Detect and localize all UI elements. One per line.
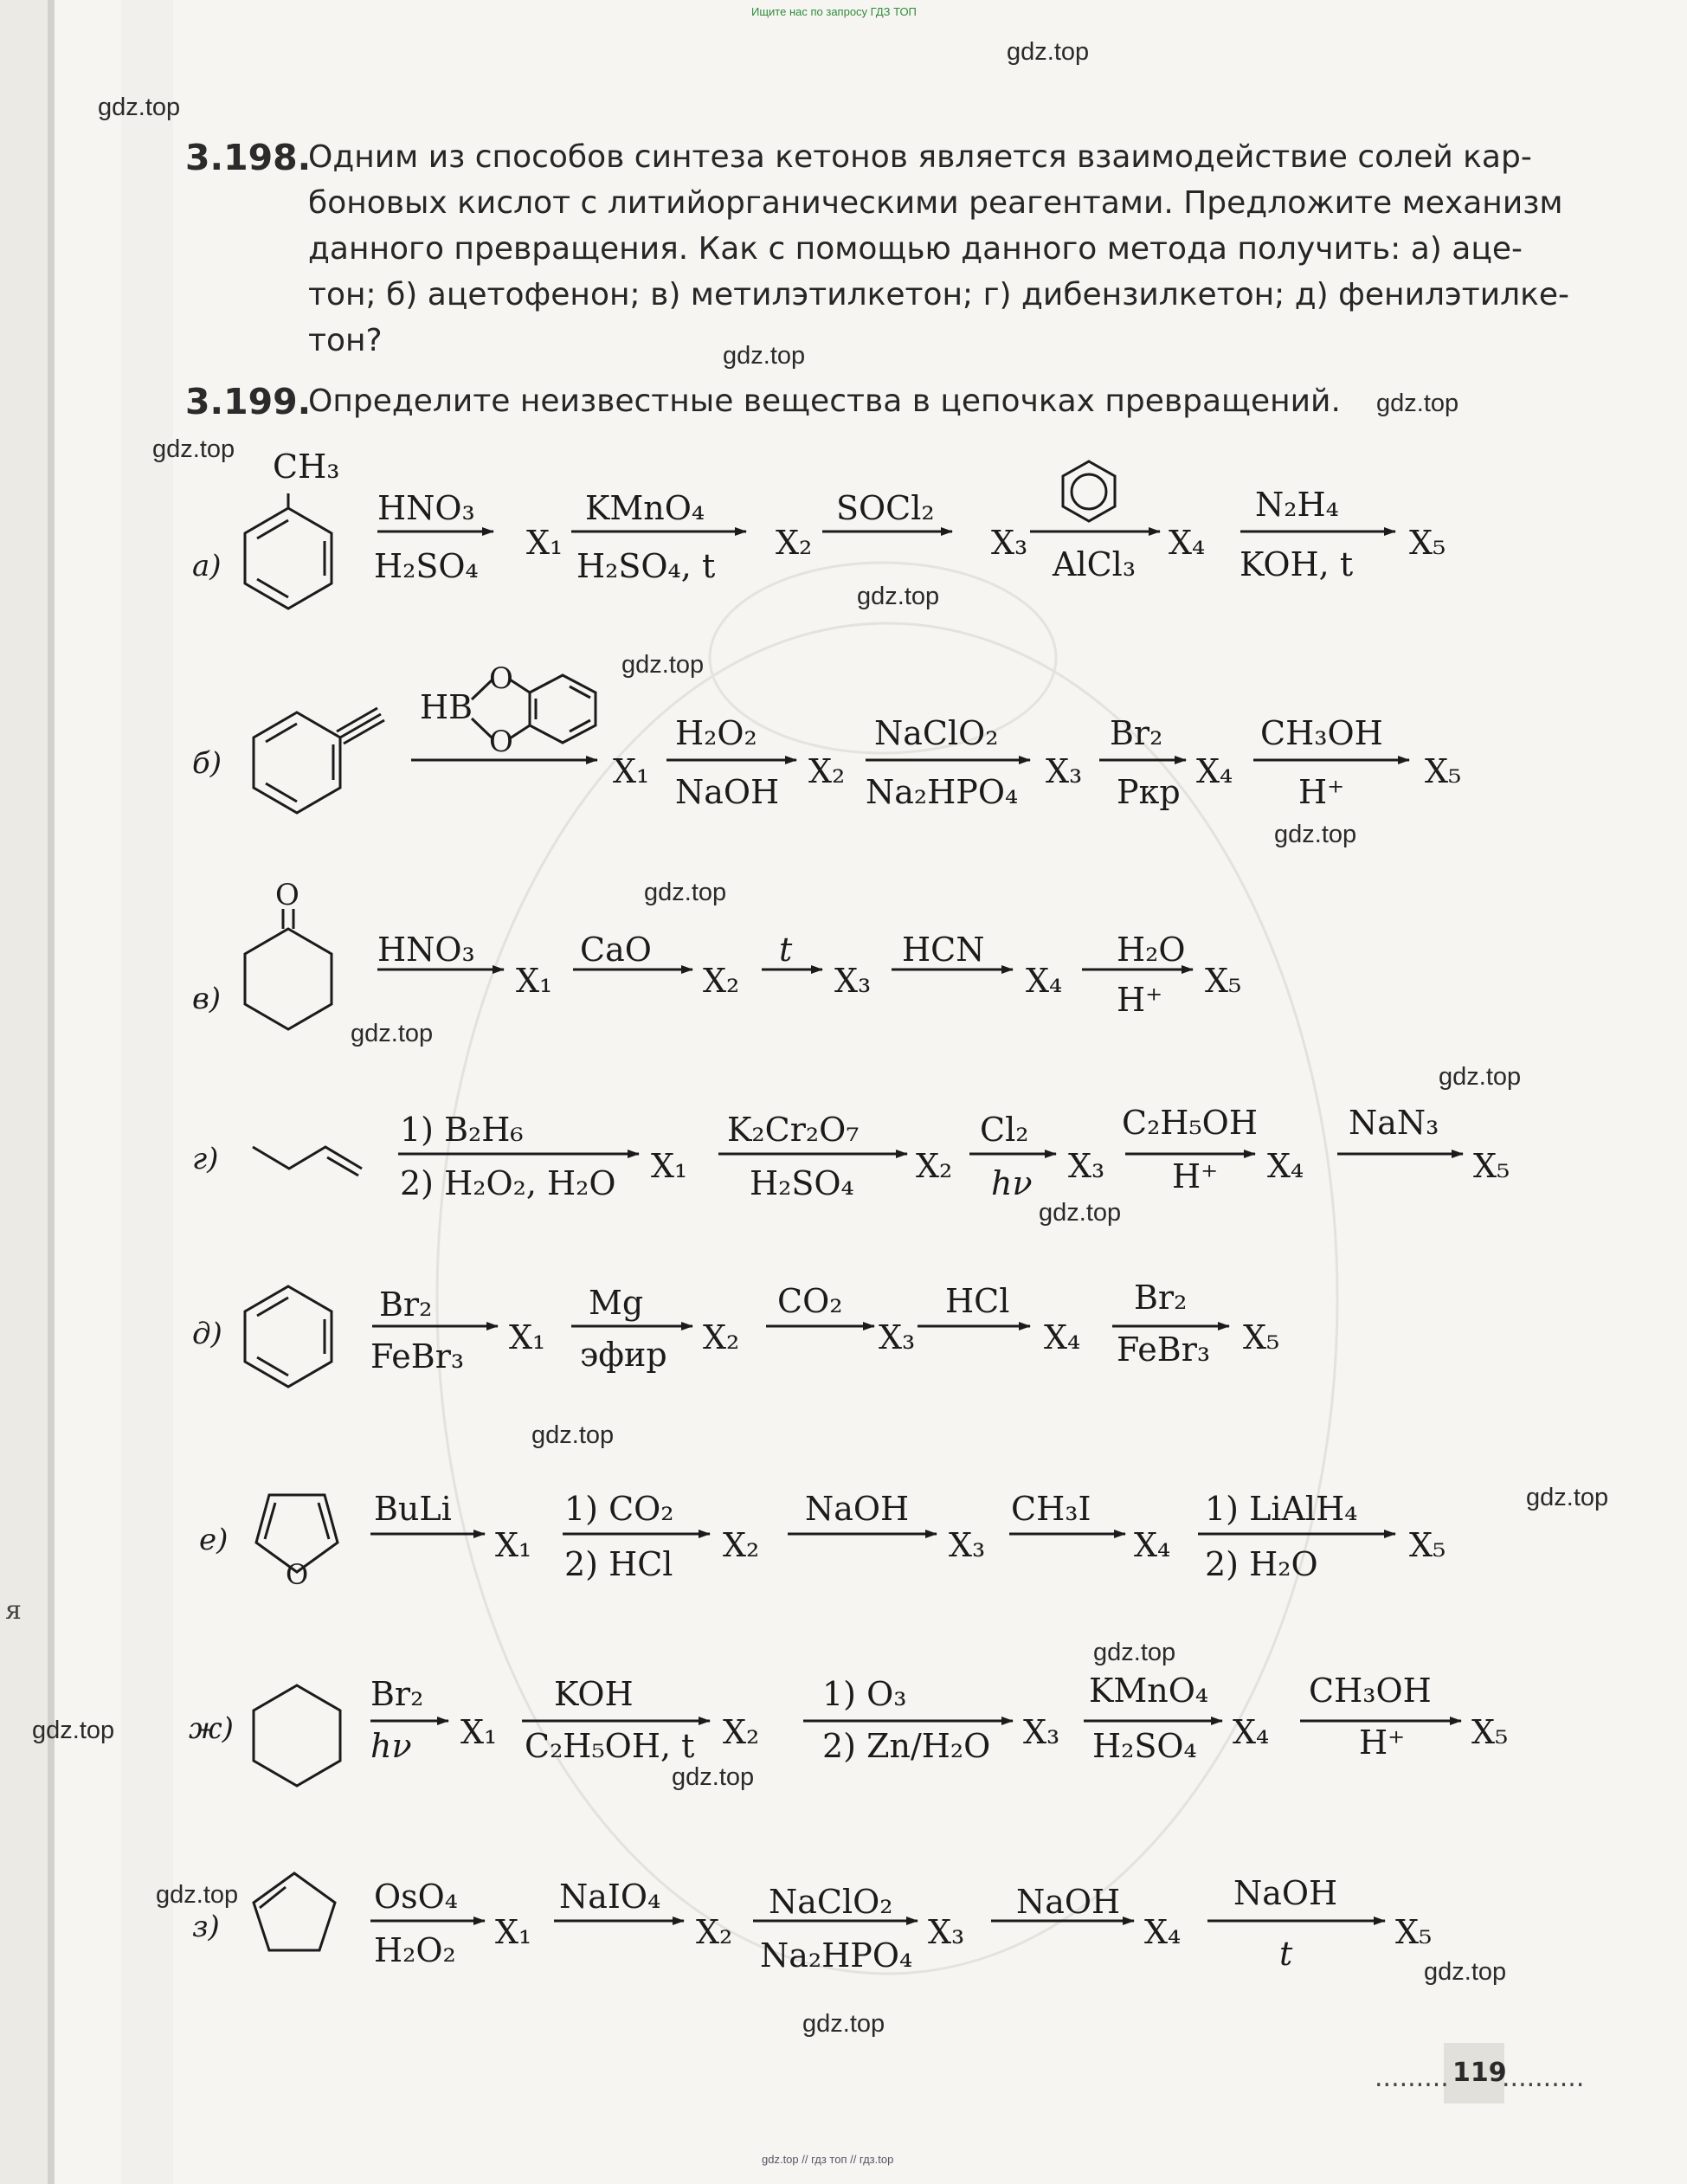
watermark: gdz.top xyxy=(32,1717,115,1744)
text-line: тон; б) ацетофенон; в) метилэтилкетон; г) дибензилкетон; д) фенилэтилке- xyxy=(308,277,1570,312)
bottom-notice: gdz.top // гдз топ // гдз.top xyxy=(762,2153,894,2166)
reagent-below: H⁺ xyxy=(1172,1157,1219,1195)
atom-label: O xyxy=(489,661,513,696)
reagent-above: NaOH xyxy=(1016,1883,1121,1921)
reagent-above: KOH xyxy=(554,1675,634,1713)
reagent-above: NaClO₂ xyxy=(769,1883,893,1921)
product: X₂ xyxy=(916,1147,953,1185)
reagent-below: FeBr₃ xyxy=(1117,1330,1211,1369)
reagent-below: H₂SO₄ xyxy=(374,547,479,585)
cyclopentene-ring xyxy=(254,1873,335,1950)
product: X₅ xyxy=(1395,1913,1433,1951)
reagent-below: H₂SO₄ xyxy=(1092,1727,1197,1765)
watermark: gdz.top xyxy=(644,879,727,906)
product: X₂ xyxy=(696,1913,733,1951)
text-line: тон? xyxy=(308,323,383,358)
watermark: gdz.top xyxy=(531,1421,615,1449)
margin-letter: я xyxy=(5,1595,22,1626)
text-line: данного превращения. Как с помощью данного метода получить: а) аце- xyxy=(308,231,1523,267)
product: X₄ xyxy=(1267,1147,1304,1185)
watermark: gdz.top xyxy=(802,2010,885,2038)
reagent-above: NaClO₂ xyxy=(874,714,999,752)
reagent-below: AlCl₃ xyxy=(1053,545,1136,583)
leader-dots: ......... xyxy=(1375,2063,1449,2093)
reagent-above: KMnO₄ xyxy=(1089,1672,1209,1710)
product: X₂ xyxy=(723,1526,760,1564)
product: X₁ xyxy=(495,1913,532,1951)
product: X₄ xyxy=(1044,1318,1081,1356)
reagent-below: Pкр xyxy=(1117,773,1181,811)
reagent-above: HB xyxy=(420,688,473,726)
product: X₃ xyxy=(928,1913,965,1951)
product: X₃ xyxy=(1046,752,1083,790)
product: X₂ xyxy=(723,1713,760,1751)
reagent-above: Br₂ xyxy=(379,1285,433,1324)
reagent-below: H⁺ xyxy=(1117,981,1163,1019)
reagent-above: CH₃OH xyxy=(1260,714,1383,752)
reagent-above: N₂H₄ xyxy=(1255,486,1339,524)
product: X₁ xyxy=(509,1318,546,1356)
reagent-above: HNO₃ xyxy=(377,489,475,527)
reagent-above: CH₃I xyxy=(1011,1490,1091,1528)
reagent-below: H₂O₂ xyxy=(374,1931,456,1969)
product: X₃ xyxy=(1068,1147,1105,1185)
product: X₅ xyxy=(1425,752,1462,790)
reagent-above: HNO₃ xyxy=(377,931,475,969)
reagent-below: Na₂HPO₄ xyxy=(760,1936,913,1975)
product: X₁ xyxy=(516,962,553,1000)
benzene-ring xyxy=(530,675,596,743)
reagent-above: H₂O xyxy=(1117,931,1186,969)
product: X₅ xyxy=(1473,1147,1510,1185)
watermark: gdz.top xyxy=(1274,821,1357,848)
product: X₃ xyxy=(834,962,872,1000)
atom-label: O xyxy=(275,878,299,912)
watermark: gdz.top xyxy=(1007,38,1090,66)
product: X₃ xyxy=(949,1526,986,1564)
watermark: gdz.top xyxy=(1093,1639,1176,1666)
reagent-above: Br₂ xyxy=(1134,1279,1188,1317)
substituent-label: CH₃ xyxy=(273,448,340,486)
reagent-above: Cl₂ xyxy=(980,1111,1029,1149)
cyclohexanone-ring xyxy=(245,929,332,1029)
reagent-above: C₂H₅OH xyxy=(1122,1104,1258,1142)
reagent-above: H₂O₂ xyxy=(675,714,757,752)
chain-label: а) xyxy=(192,549,222,583)
product: X₄ xyxy=(1144,1913,1182,1951)
reagent-below: 2) H₂O xyxy=(1205,1545,1318,1583)
chain-label: з) xyxy=(192,1910,220,1944)
reagent-above: Mg xyxy=(589,1284,644,1322)
watermark: gdz.top xyxy=(152,435,235,463)
page-number: 119 xyxy=(1452,2058,1507,2088)
reagent-below: hν xyxy=(991,1164,1033,1202)
reagent-below: H₂SO₄, t xyxy=(576,547,716,585)
chain-label: ж) xyxy=(189,1711,234,1746)
benzene-ring xyxy=(245,508,332,609)
reagent-above: HCl xyxy=(945,1282,1010,1320)
reagent-below: t xyxy=(1279,1935,1293,1973)
reagent-below: 2) Zn/H₂O xyxy=(822,1727,991,1765)
reagent-above: BuLi xyxy=(374,1490,452,1528)
chain-label: д) xyxy=(192,1317,222,1351)
problem-number: 3.198. xyxy=(185,137,312,178)
reagent-below: KOH, t xyxy=(1239,545,1354,583)
watermark: gdz.top xyxy=(156,1881,239,1909)
reagent-below: Na₂HPO₄ xyxy=(866,773,1019,811)
watermark: gdz.top xyxy=(1424,1958,1507,1986)
cyclohexane-ring xyxy=(254,1685,340,1786)
product: X₄ xyxy=(1233,1713,1270,1751)
watermark: gdz.top xyxy=(857,583,940,610)
product: X₄ xyxy=(1169,524,1206,562)
text-line: Одним из способов синтеза кетонов является взаимодействие солей кар- xyxy=(308,139,1532,175)
benzene-ring xyxy=(245,1286,332,1387)
reagent-above: NaIO₄ xyxy=(559,1878,661,1916)
reagent-above: 1) B₂H₆ xyxy=(400,1111,524,1149)
reagent-above: Br₂ xyxy=(370,1675,424,1713)
chain-label: в) xyxy=(192,982,222,1016)
watermark: gdz.top xyxy=(1376,390,1459,417)
reagent-above: 1) O₃ xyxy=(822,1675,907,1713)
product: X₅ xyxy=(1409,524,1446,562)
reagent-below: hν xyxy=(370,1727,412,1765)
reagent-below: H⁺ xyxy=(1298,773,1345,811)
reagent-below: C₂H₅OH, t xyxy=(525,1727,695,1765)
reagent-below: 2) H₂O₂, H₂O xyxy=(400,1164,616,1202)
watermark: gdz.top xyxy=(672,1763,755,1791)
chain-label: г) xyxy=(192,1142,219,1176)
leader-dots: .......... xyxy=(1502,2063,1585,2093)
watermark: gdz.top xyxy=(723,342,806,370)
reagent-above: NaOH xyxy=(1233,1874,1338,1912)
reagent-above: Br₂ xyxy=(1110,714,1163,752)
reagent-above: NaOH xyxy=(805,1490,910,1528)
reagent-above: KMnO₄ xyxy=(585,489,705,527)
reagent-above: t xyxy=(779,931,793,969)
product: X₃ xyxy=(879,1318,916,1356)
watermark: gdz.top xyxy=(621,651,705,679)
product: X₃ xyxy=(1023,1713,1060,1751)
watermark: gdz.top xyxy=(1439,1063,1522,1091)
product: X₅ xyxy=(1205,962,1242,1000)
reagent-below: H₂SO₄ xyxy=(750,1164,854,1202)
reagent-below: H⁺ xyxy=(1359,1723,1406,1762)
reagent-above: CO₂ xyxy=(777,1282,843,1320)
product: X₁ xyxy=(495,1526,532,1564)
product: X₂ xyxy=(703,962,740,1000)
reagent-above: HCN xyxy=(902,931,985,969)
product: X₂ xyxy=(703,1318,740,1356)
reagent-above: SOCl₂ xyxy=(836,489,935,527)
reagent-above: CH₃OH xyxy=(1309,1672,1432,1710)
atom-label: O xyxy=(489,725,513,759)
top-notice: Ищите нас по запросу ГДЗ ТОП xyxy=(751,5,917,18)
benzene-ring xyxy=(254,712,340,813)
reagent-below: NaOH xyxy=(675,773,780,811)
product: X₄ xyxy=(1026,962,1063,1000)
atom-label: O xyxy=(286,1558,309,1591)
chain-label: е) xyxy=(199,1523,229,1557)
watermark: gdz.top xyxy=(98,93,181,121)
reagent-above: 1) CO₂ xyxy=(564,1490,674,1528)
watermark: gdz.top xyxy=(1039,1199,1122,1227)
product: X₂ xyxy=(808,752,846,790)
reagent-above: K₂Cr₂O₇ xyxy=(727,1111,860,1149)
product: X₁ xyxy=(613,752,650,790)
reagent-above: OsO₄ xyxy=(374,1878,459,1916)
problem-text: Определите неизвестные вещества в цепочках превращений. xyxy=(308,383,1341,419)
reagent-below: 2) HCl xyxy=(564,1545,673,1583)
product: X₅ xyxy=(1471,1713,1509,1751)
reagent-above: 1) LiAlH₄ xyxy=(1205,1490,1358,1528)
chain-label: б) xyxy=(192,746,222,781)
watermark: gdz.top xyxy=(351,1020,434,1047)
product: X₃ xyxy=(991,524,1028,562)
problem-number: 3.199. xyxy=(185,381,312,422)
product: X₁ xyxy=(460,1713,498,1751)
reagent-below: FeBr₃ xyxy=(370,1337,465,1375)
reagent-above: CaO xyxy=(580,931,652,969)
product: X₂ xyxy=(776,524,813,562)
product: X₄ xyxy=(1134,1526,1171,1564)
product: X₅ xyxy=(1243,1318,1280,1356)
watermark: gdz.top xyxy=(1526,1484,1609,1511)
text-line: боновых кислот с литийорганическими реагентами. Предложите механизм xyxy=(308,185,1563,221)
product: X₅ xyxy=(1409,1526,1446,1564)
product: X₁ xyxy=(526,524,563,562)
reagent-above: NaN₃ xyxy=(1349,1104,1439,1142)
product: X₁ xyxy=(651,1147,688,1185)
product: X₄ xyxy=(1196,752,1233,790)
reagent-below: эфир xyxy=(580,1336,667,1374)
